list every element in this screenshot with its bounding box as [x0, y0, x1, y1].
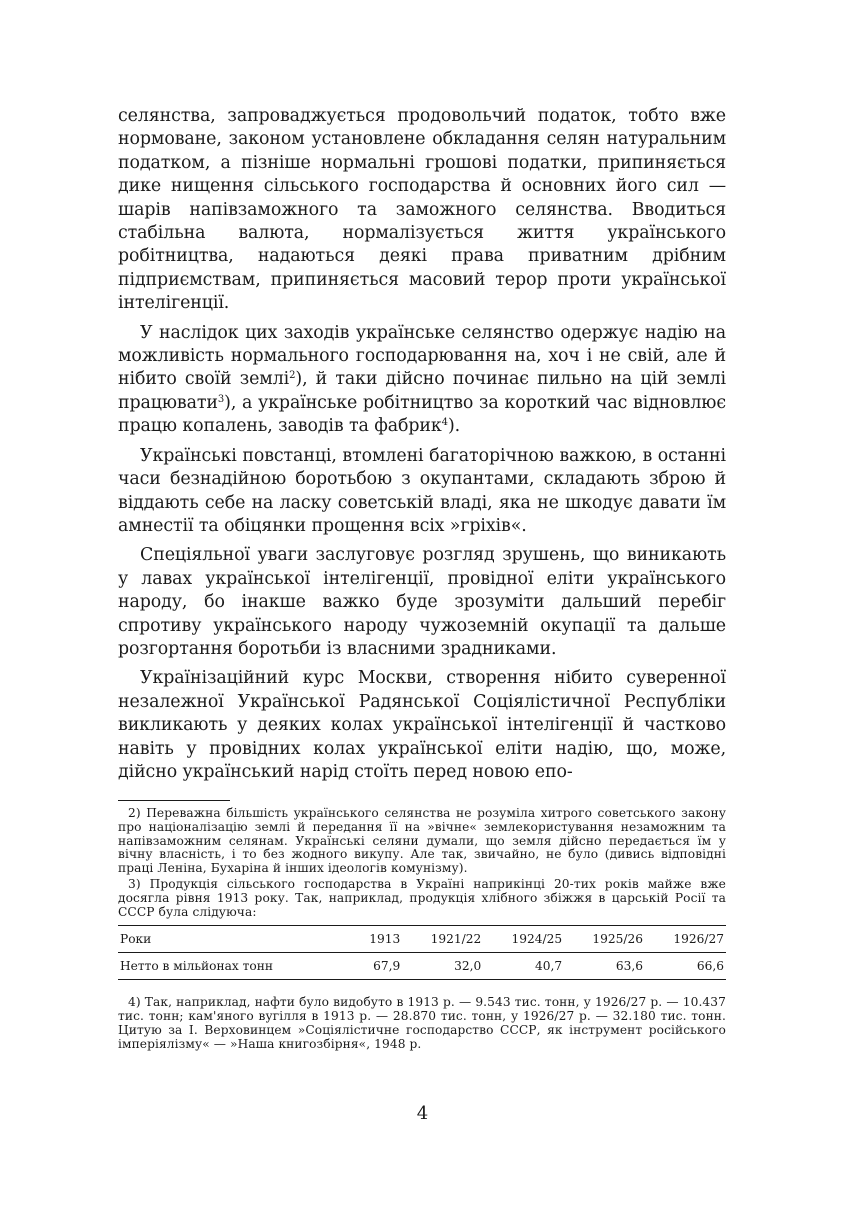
- footnote-divider: [118, 800, 230, 801]
- table-cell: 66,6: [645, 953, 726, 980]
- table-cell: Нетто в мільйонах тонн: [118, 953, 350, 980]
- footnote-ref: 3: [217, 393, 225, 405]
- grain-production-table: [118, 925, 726, 980]
- page-number: 4: [416, 1103, 429, 1124]
- paragraph: селянства, запроваджується продовольчий податок, тобто вже нормоване, законом установлене обкладання селян натуральним податком, а пізніше нормальні грошові податки, припиняється дике нищення сільського господарства й основних його сил — шарів напівзаможного та заможного селянства. Вводиться стабільна валюта, нормалізується життя українського робітництва, надаються деякі права приватним дрібним підприємствам, припиняється масовий терор проти української інтелігенції.: [118, 106, 726, 314]
- text-run: ).: [447, 416, 461, 437]
- footnote-2: 2) Переважна більшість українського селянства не розуміла хитрого советського закону про націоналізацію землі й передання її на »вічне« землекористування незаможним та напівзаможним селянам. Українські селяни думали, що земля дійсно передається їм у вічну власність, і то без жодного викупу. Але так, звичайно, не було (дивись відповідні праці Леніна, Бухаріна й інших ідеологів комунізму).: [118, 806, 726, 876]
- text-run: ), й таки дійсно починає пильно на цій землі працювати: [118, 369, 726, 413]
- paragraph: Українські повстанці, втомлені багаторічною важкою, в останні часи безнадійною боротьбою з окупантами, складають зброю й віддають себе на ласку советській владі, яка не шкодує давати їм амнестії та обіцянки прощення всіх »гріхів«.: [118, 445, 726, 536]
- table-header-cell: 1921/22: [402, 926, 483, 953]
- table-cell: 40,7: [483, 953, 564, 980]
- table-cell: 32,0: [402, 953, 483, 980]
- text-run: У наслідок цих заходів українське селянство одержує надію на можливість нормального господарювання на, хоч і не свій, але й нібито своїй землі: [118, 322, 726, 390]
- footnotes: [118, 800, 726, 1054]
- paragraph: Українізаційний курс Москви, створення нібито суверенної незалежної Української Радянської Соціялістичної Республіки викликають у деяких колах української інтелігенції й частково навіть у провідних колах української еліти надію, що, може, дійсно український нарід стоїть перед новою епо-: [118, 668, 726, 782]
- paragraph: Спеціяльної уваги заслуговує розгляд зрушень, що виникають у лавах української інтелігенції, провідної еліти українського народу, бо інакше важко буде зрозуміти дальший перебіг спротиву українського народу чужоземній окупації та дальше розгортання боротьби із власними зрадниками.: [118, 545, 726, 659]
- table-header-cell: Роки: [118, 926, 350, 953]
- main-text: [118, 105, 726, 790]
- table-cell: 63,6: [564, 953, 645, 980]
- footnote-ref: 2: [289, 370, 296, 382]
- table-header-cell: 1926/27: [645, 926, 726, 953]
- text-run: ), а українське робітництво за короткий час відновлює працю копалень, заводів та фабрик: [118, 392, 726, 437]
- table-cell: 67,9: [350, 953, 402, 980]
- table-header-cell: 1924/25: [483, 926, 564, 953]
- paragraph: [118, 322, 726, 439]
- footnote-3: 3) Продукція сільського господарства в Україні наприкінці 20-тих років майже вже досягла рівня 1913 року. Так, наприклад, продукція хлібного збіжжя в царській Росії та СССР була слідуюча:: [118, 876, 726, 919]
- footnote-4: 4) Так, наприклад, нафти було видобуто в 1913 р. — 9.543 тис. тонн, у 1926/27 р. — 10.437 тис. тонн; кам'яного вугілля в 1913 р. — 28.870 тис. тонн, у 1926/27 р. — 32.180 тис. тонн. Цитую за І. Верховинцем »Соціялістичне господарство СССР, як інструмент російського імперіялізму« — »Наша книгозбірня«, 1948 р.: [118, 995, 726, 1051]
- footnote-ref: 4: [441, 417, 448, 429]
- table-row: [118, 953, 726, 980]
- table-header-cell: 1913: [350, 926, 402, 953]
- table-header-cell: 1925/26: [564, 926, 645, 953]
- table-header-row: [118, 926, 726, 953]
